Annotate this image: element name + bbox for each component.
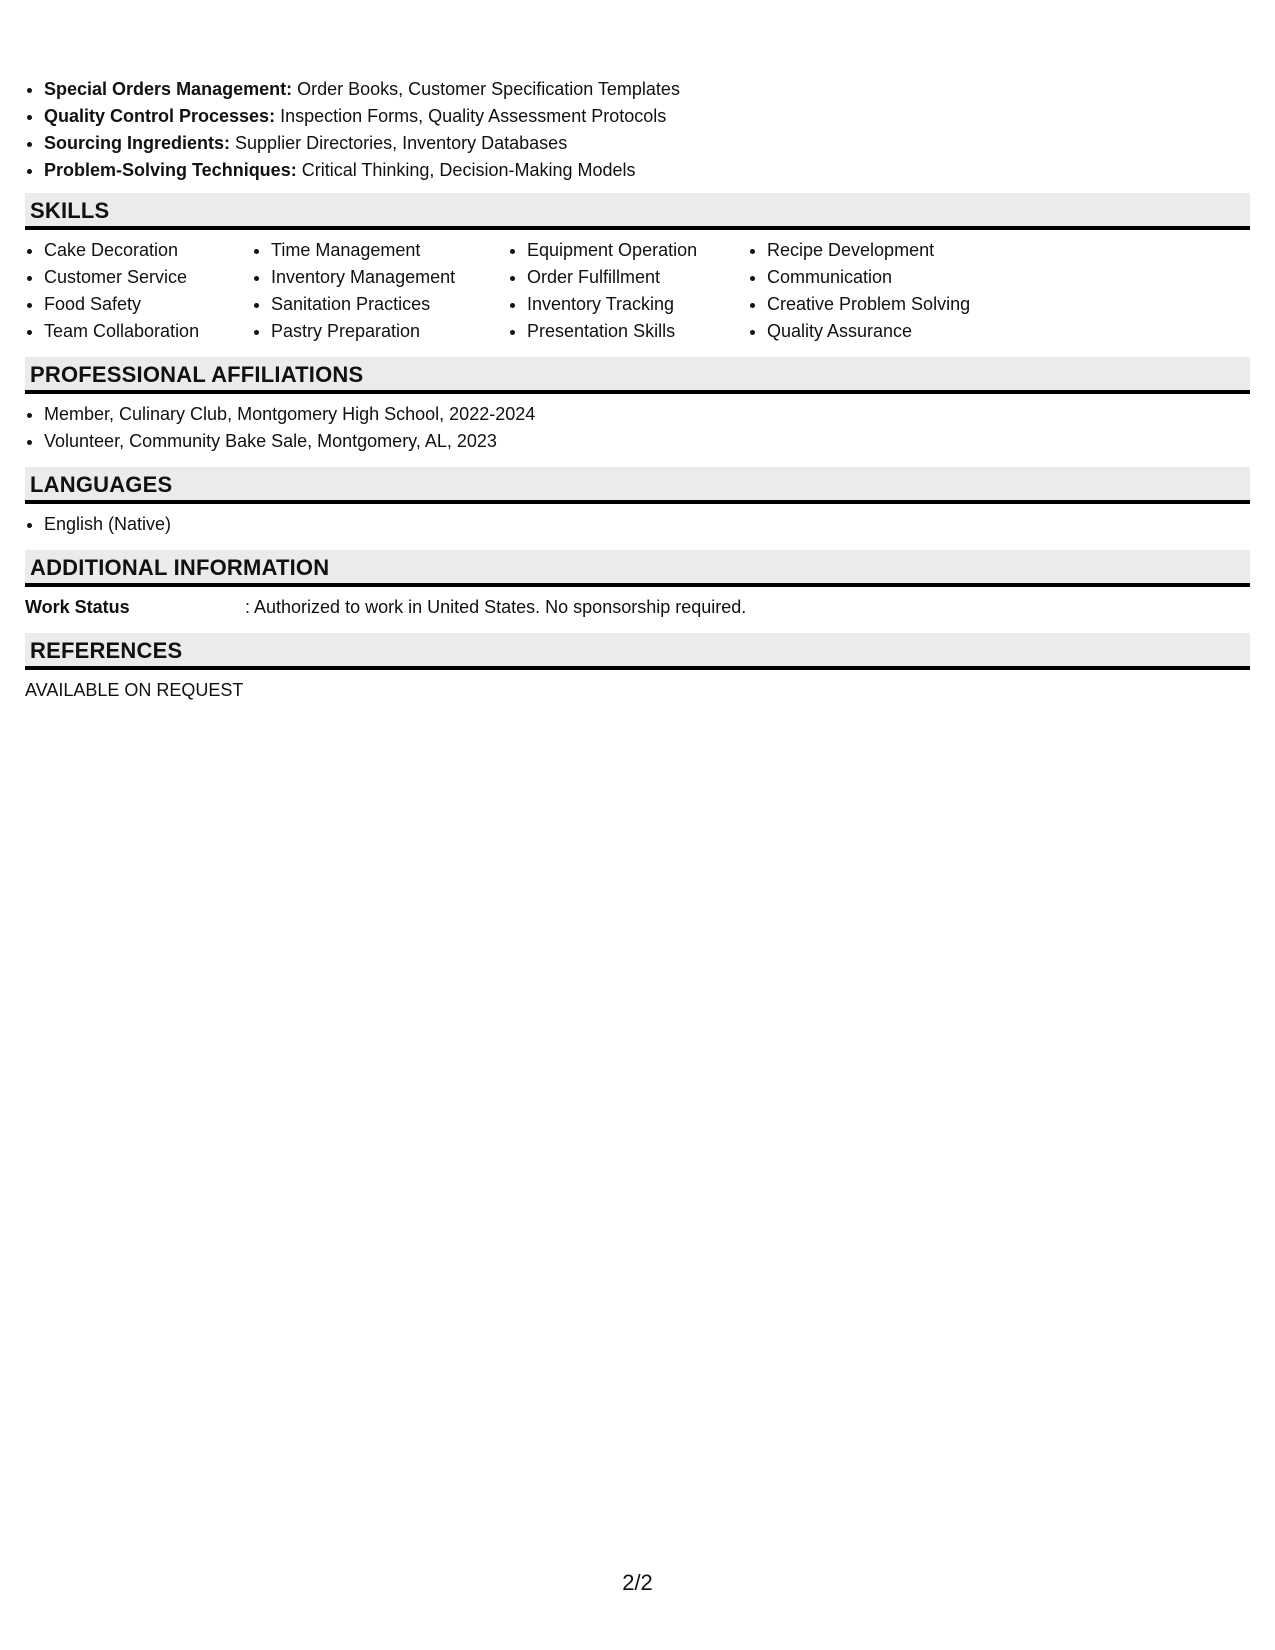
skills-column xyxy=(25,237,252,345)
tool-term: Problem-Solving Techniques: xyxy=(44,160,297,180)
skill-item: • Cake Decoration xyxy=(44,237,252,264)
skills-column xyxy=(748,237,1027,345)
work-status-label: Work Status xyxy=(25,597,130,617)
additional-info-section xyxy=(25,587,1250,633)
skill-item: • Creative Problem Solving xyxy=(767,291,1027,318)
references-text: AVAILABLE ON REQUEST xyxy=(25,680,244,700)
skill-item: • Quality Assurance xyxy=(767,318,1027,345)
skill-item: • Equipment Operation xyxy=(527,237,748,264)
skills-grid xyxy=(25,237,1250,345)
language-item: • English (Native) xyxy=(44,511,1250,538)
affiliations-list xyxy=(25,401,1250,455)
skill-item: • Sanitation Practices xyxy=(271,291,508,318)
tool-description: Supplier Directories, Inventory Databases xyxy=(235,133,568,153)
list-item xyxy=(44,130,1250,157)
list-item xyxy=(44,103,1250,130)
tool-term: Special Orders Management: xyxy=(44,79,293,99)
affiliations-heading: PROFESSIONAL AFFILIATIONS xyxy=(25,357,1250,394)
tool-description: Inspection Forms, Quality Assessment Protocols xyxy=(280,106,667,126)
additional-info-heading: ADDITIONAL INFORMATION xyxy=(25,550,1250,587)
skill-item: • Presentation Skills xyxy=(527,318,748,345)
work-status-value: : Authorized to work in United States. No sponsorship required. xyxy=(245,597,747,617)
tool-term: Quality Control Processes: xyxy=(44,106,276,126)
skill-item: • Recipe Development xyxy=(767,237,1027,264)
page-number: 2/2 xyxy=(622,1570,653,1595)
skill-item: • Communication xyxy=(767,264,1027,291)
affiliation-item: • Volunteer, Community Bake Sale, Montgomery, AL, 2023 xyxy=(44,428,1250,455)
skills-column xyxy=(252,237,508,345)
skill-item: • Food Safety xyxy=(44,291,252,318)
tools-list xyxy=(25,76,1250,184)
tool-term: Sourcing Ingredients: xyxy=(44,133,231,153)
tool-description: Order Books, Customer Specification Templates xyxy=(297,79,680,99)
skill-item: • Team Collaboration xyxy=(44,318,252,345)
skill-item: • Time Management xyxy=(271,237,508,264)
references-heading: REFERENCES xyxy=(25,633,1250,670)
affiliation-item: • Member, Culinary Club, Montgomery High School, 2022-2024 xyxy=(44,401,1250,428)
list-item xyxy=(44,76,1250,103)
resume-page xyxy=(25,76,1250,716)
tool-description: Critical Thinking, Decision-Making Models xyxy=(301,160,636,180)
skills-heading: SKILLS xyxy=(25,193,1250,230)
languages-list xyxy=(25,511,1250,538)
skills-section xyxy=(25,230,1250,357)
languages-section xyxy=(25,504,1250,550)
list-item xyxy=(44,157,1250,184)
skills-column xyxy=(508,237,748,345)
skill-item: • Customer Service xyxy=(44,264,252,291)
skill-item: • Order Fulfillment xyxy=(527,264,748,291)
references-section xyxy=(25,670,1250,716)
skill-item: • Pastry Preparation xyxy=(271,318,508,345)
skill-item: • Inventory Management xyxy=(271,264,508,291)
affiliations-section xyxy=(25,394,1250,467)
skill-item: • Inventory Tracking xyxy=(527,291,748,318)
languages-heading: LANGUAGES xyxy=(25,467,1250,504)
work-status-row xyxy=(25,594,1250,621)
